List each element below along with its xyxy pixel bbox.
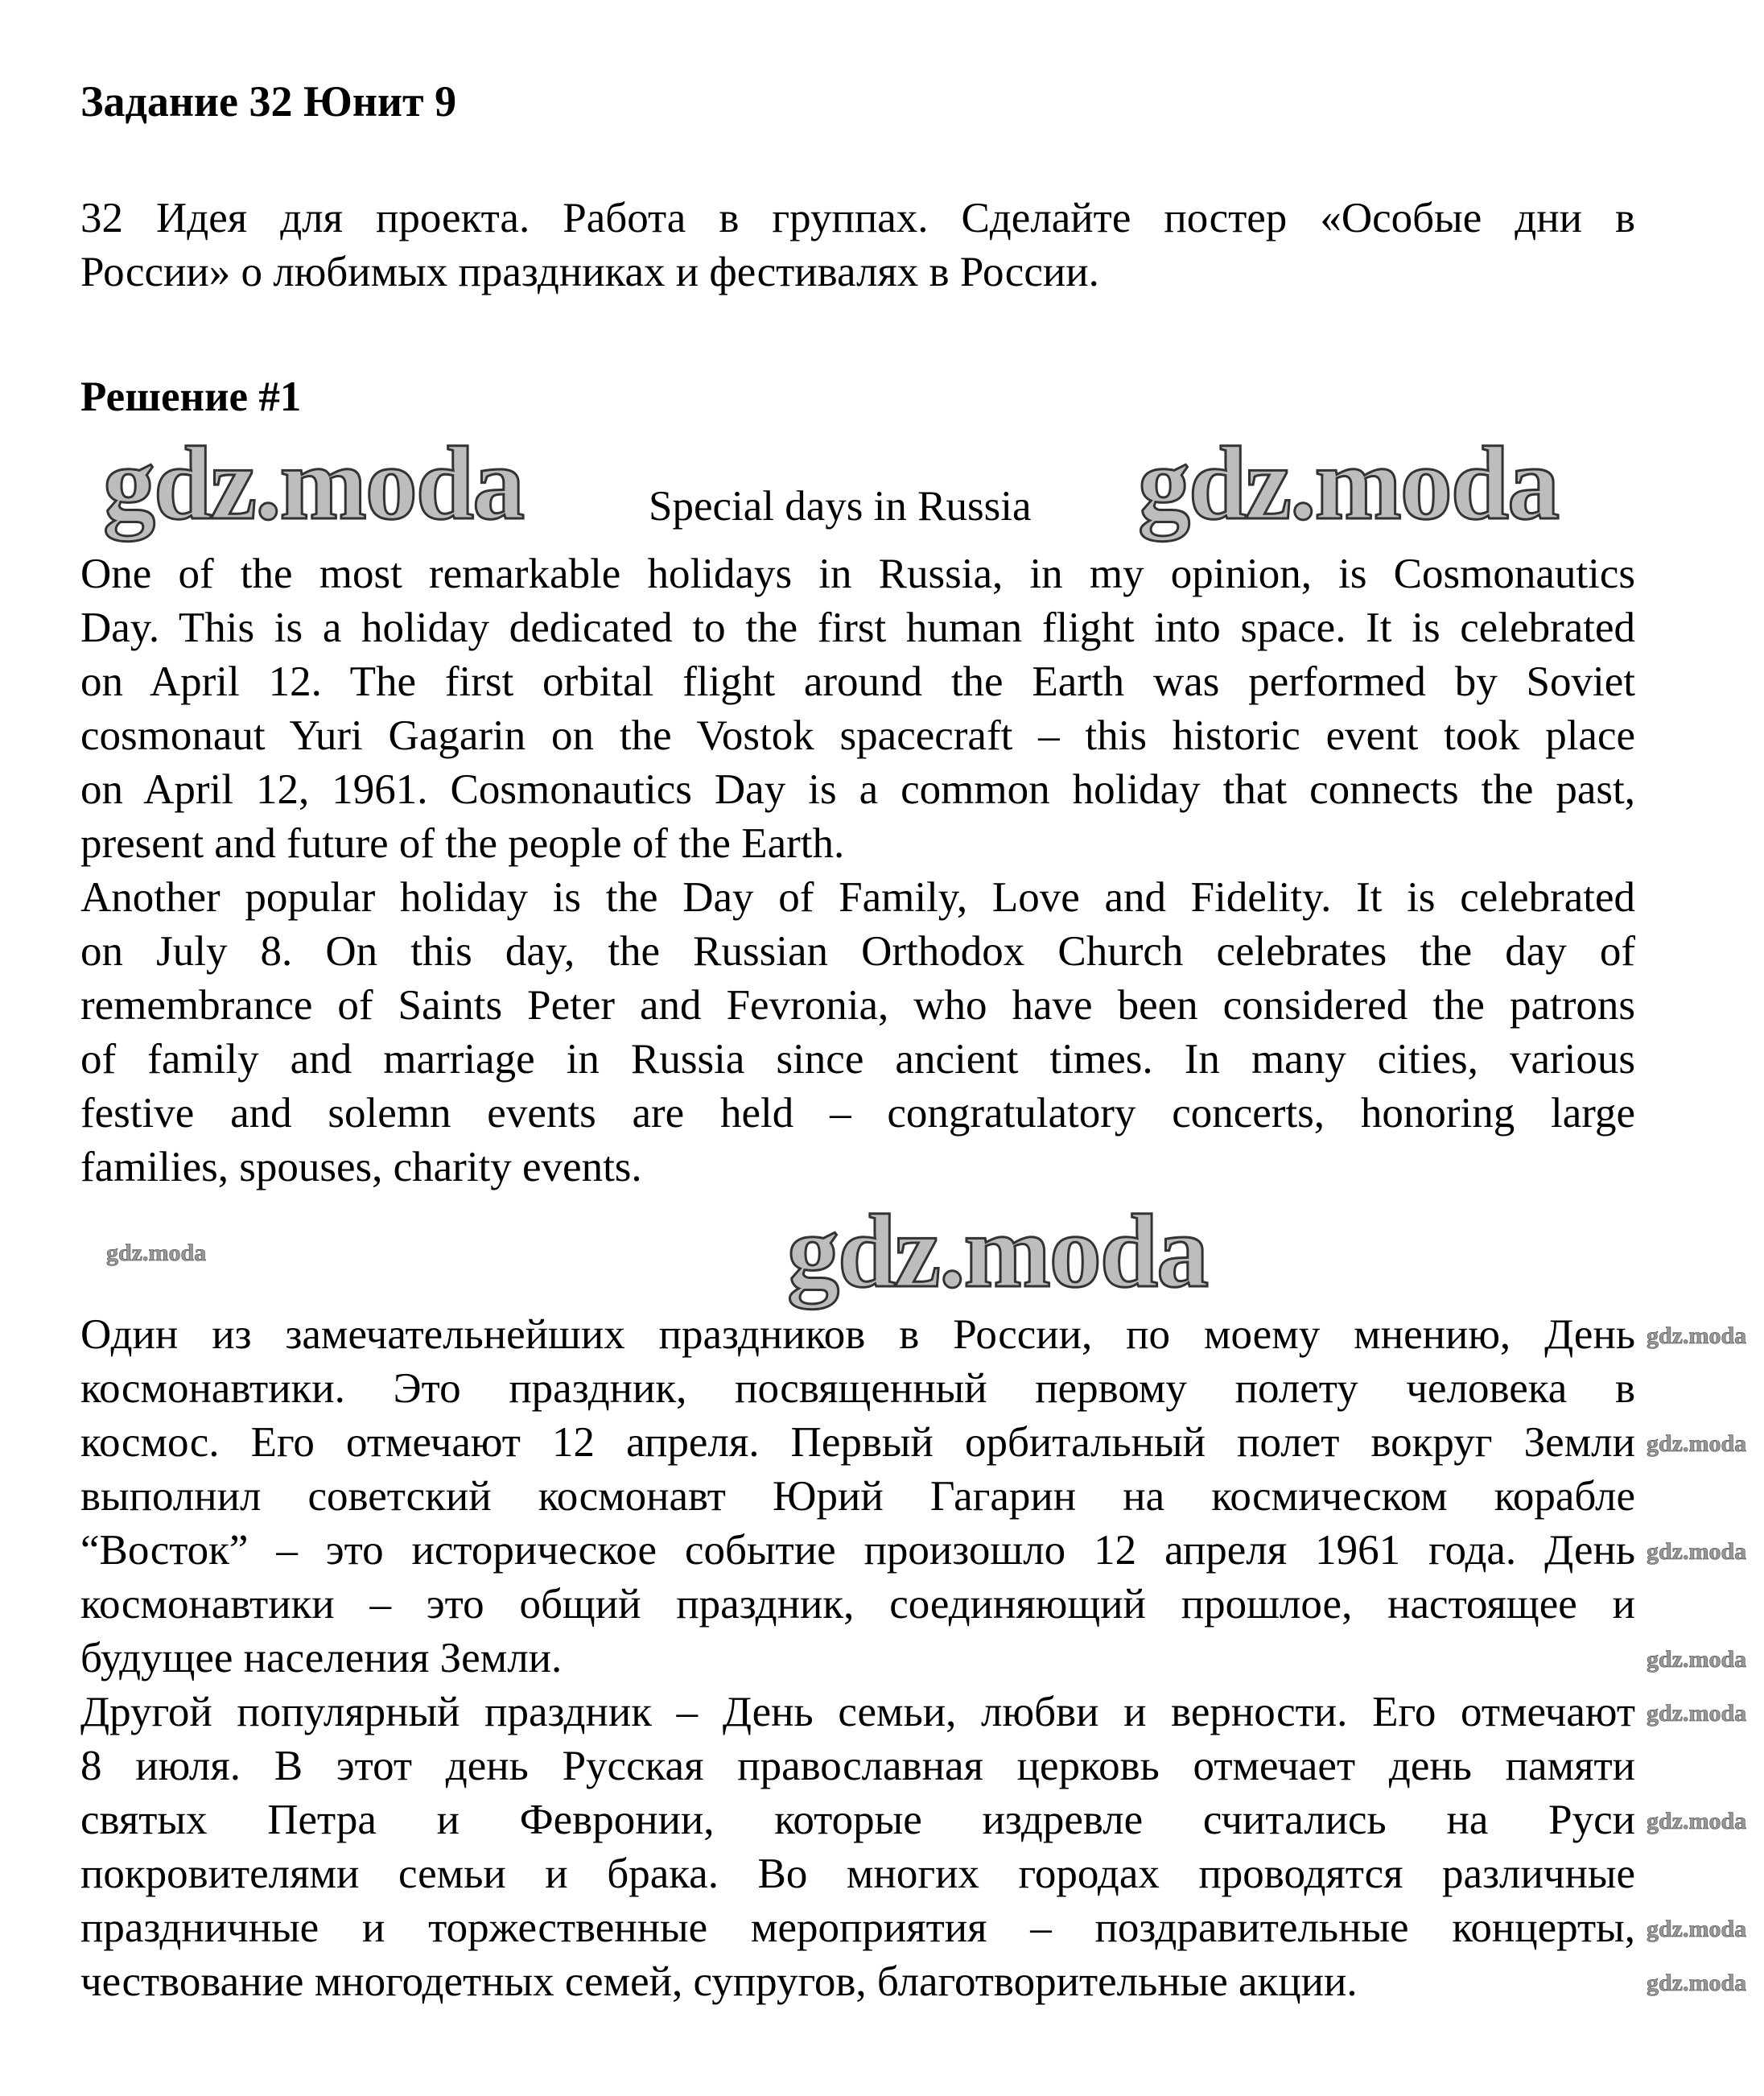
- russian-text-line: чествование многодетных семей, супругов, благотворительные акции.: [80, 1958, 1358, 2005]
- english-text-line: One of the most remarkable holidays in Russia, in my opinion, is Cosmonautics: [80, 551, 1635, 597]
- english-text-line: of family and marriage in Russia since ancient times. In many cities, various: [80, 1036, 1635, 1083]
- watermark-logo: gdz.moda: [1138, 426, 1559, 542]
- watermark-small: gdz.moda: [1647, 1970, 1747, 1996]
- russian-text-line: 8 июля. В этот день Русская православная церковь отмечает день памяти: [80, 1743, 1635, 1789]
- english-text-line: present and future of the people of the Earth.: [80, 820, 845, 867]
- task-text: [80, 192, 1635, 299]
- watermark-logo: gdz.moda: [787, 1194, 1208, 1310]
- russian-text: [80, 1308, 1635, 2009]
- watermark-small: gdz.moda: [1647, 1700, 1747, 1727]
- english-text-line: on April 12. The first orbital flight around the Earth was performed by Soviet: [80, 658, 1635, 705]
- watermark-small: gdz.moda: [1647, 1322, 1747, 1349]
- task-line: России» о любимых праздниках и фестивалях в России.: [80, 249, 1099, 295]
- russian-text-line: космонавтики. Это праздник, посвященный первому полету человека в: [80, 1365, 1635, 1412]
- solution-subtitle: Special days in Russia: [649, 483, 1032, 530]
- russian-text-line: “Восток” – это историческое событие произошло 12 апреля 1961 года. День: [80, 1527, 1635, 1574]
- russian-text-line: покровителями семьи и брака. Во многих городах проводятся различные: [80, 1851, 1635, 1897]
- watermark-small: gdz.moda: [1647, 1808, 1747, 1834]
- russian-text-line: будущее населения Земли.: [80, 1635, 563, 1681]
- russian-text-line: космос. Его отмечают 12 апреля. Первый орбитальный полет вокруг Земли: [80, 1419, 1635, 1466]
- english-text-line: remembrance of Saints Peter and Fevronia, who have been considered the patrons: [80, 982, 1635, 1029]
- watermark-small: gdz.moda: [1647, 1538, 1747, 1565]
- russian-text-line: святых Петра и Февронии, которые издревле считались на Руси: [80, 1797, 1635, 1843]
- page-title: Задание 32 Юнит 9: [80, 77, 457, 126]
- english-text-line: on July 8. On this day, the Russian Orthodox Church celebrates the day of: [80, 928, 1635, 975]
- watermark-logo: gdz.moda: [103, 426, 524, 542]
- english-text: [80, 547, 1635, 1194]
- russian-text-line: космонавтики – это общий праздник, соединяющий прошлое, настоящее и: [80, 1581, 1635, 1628]
- russian-text-line: праздничные и торжественные мероприятия – поздравительные концерты,: [80, 1904, 1635, 1951]
- watermark-small: gdz.moda: [106, 1240, 207, 1266]
- english-text-line: Another popular holiday is the Day of Family, Love and Fidelity. It is celebrated: [80, 874, 1635, 921]
- russian-text-line: Один из замечательнейших праздников в России, по моему мнению, День: [80, 1311, 1635, 1358]
- english-text-line: on April 12, 1961. Cosmonautics Day is a common holiday that connects the past,: [80, 766, 1635, 813]
- english-text-line: cosmonaut Yuri Gagarin on the Vostok spacecraft – this historic event took place: [80, 712, 1635, 759]
- watermark-small: gdz.moda: [1647, 1430, 1747, 1457]
- english-text-line: Day. This is a holiday dedicated to the first human flight into space. It is celebrated: [80, 604, 1635, 651]
- russian-text-line: Другой популярный праздник – День семьи, любви и верности. Его отмечают: [80, 1689, 1635, 1735]
- task-line: 32 Идея для проекта. Работа в группах. Сделайте постер «Особые дни в: [80, 195, 1635, 241]
- watermark-small: gdz.moda: [1647, 1916, 1747, 1942]
- solution-label: Решение #1: [80, 373, 302, 420]
- russian-text-line: выполнил советский космонавт Юрий Гагарин на космическом корабле: [80, 1473, 1635, 1520]
- english-text-line: families, spouses, charity events.: [80, 1144, 642, 1190]
- english-text-line: festive and solemn events are held – congratulatory concerts, honoring large: [80, 1090, 1635, 1137]
- watermark-small: gdz.moda: [1647, 1646, 1747, 1673]
